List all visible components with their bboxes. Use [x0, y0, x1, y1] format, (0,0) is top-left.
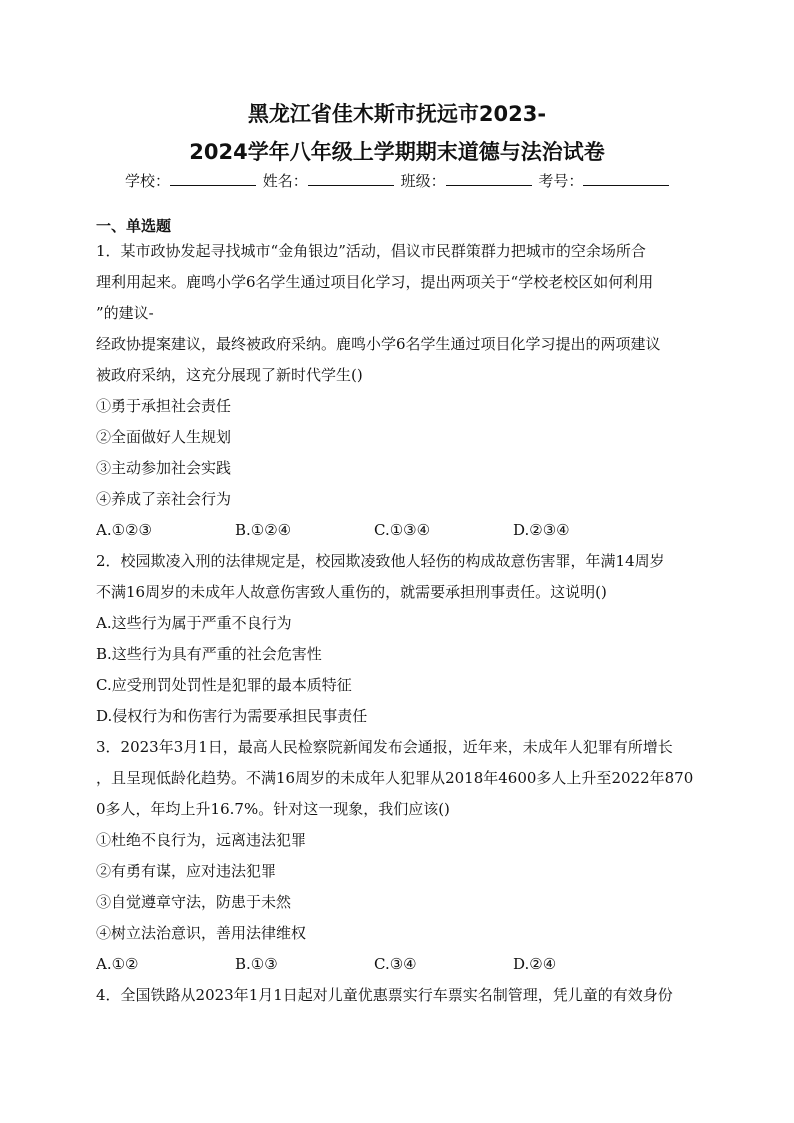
q3-item: ②有勇有谋，应对违法犯罪	[96, 862, 277, 880]
q1-item: ④养成了亲社会行为	[96, 490, 232, 508]
section-title: 一、单选题	[96, 217, 172, 235]
name-blank	[308, 171, 394, 186]
q1-option-c: C.①③④	[374, 521, 431, 539]
school-label: 学校：	[125, 172, 171, 190]
q3-option-d: D.②④	[513, 955, 557, 973]
name-label: 姓名：	[262, 172, 308, 190]
questions	[96, 236, 700, 1011]
q3-option-a: A.①②	[96, 955, 139, 973]
q2-line: 不满16周岁的未成年人故意伤害致人重伤的，就需要承担刑事责任。这说明()	[96, 583, 607, 601]
exam-number-label: 考号：	[538, 172, 584, 190]
q2-line: 2．校园欺凌入刑的法律规定是，校园欺凌致他人轻伤的构成故意伤害罪，年满14周岁	[96, 552, 665, 570]
q2-option-c: C.应受刑罚处罚性是犯罪的最本质特征	[96, 676, 352, 694]
student-info-row	[125, 170, 685, 192]
q3-line: 0多人，年均上升16.7%。针对这一现象，我们应该()	[96, 800, 450, 818]
q1-item: ③主动参加社会实践	[96, 459, 232, 477]
q1-item: ②全面做好人生规划	[96, 428, 232, 446]
exam-number-blank	[583, 171, 669, 186]
q3-line: 3．2023年3月1日，最高人民检察院新闻发布会通报，近年来，未成年人犯罪有所增长	[96, 738, 673, 756]
q1-line: 1．某市政协发起寻找城市“金角银边”活动，倡议市民群策群力把城市的空余场所合	[96, 242, 646, 260]
q3-item: ③自觉遵章守法，防患于未然	[96, 893, 292, 911]
q4-line: 4．全国铁路从2023年1月1日起对儿童优惠票实行车票实名制管理，凭儿童的有效身份	[96, 986, 673, 1004]
class-label: 班级：	[400, 172, 446, 190]
q2-option-b: B.这些行为具有严重的社会危害性	[96, 645, 322, 663]
q3-option-b: B.①③	[235, 955, 278, 973]
q3-option-c: C.③④	[374, 955, 417, 973]
q1-line: 被政府采纳，这充分展现了新时代学生()	[96, 366, 363, 384]
q1-item: ①勇于承担社会责任	[96, 397, 232, 415]
q1-option-d: D.②③④	[513, 521, 570, 539]
q1-options	[96, 515, 700, 546]
exam-title-line2: 2024学年八年级上学期期末道德与法治试卷	[189, 140, 605, 164]
q2-option-a: A.这些行为属于严重不良行为	[96, 614, 292, 632]
exam-title-line1: 黑龙江省佳木斯市抚远市2023-	[247, 102, 547, 126]
q3-item: ①杜绝不良行为，远离违法犯罪	[96, 831, 307, 849]
q1-line: 理利用起来。鹿鸣小学6名学生通过项目化学习，提出两项关于“学校老校区如何利用	[96, 273, 654, 291]
q3-item: ④树立法治意识，善用法律维权	[96, 924, 307, 942]
q1-option-a: A.①②③	[96, 521, 152, 539]
q1-line: ”的建议-	[96, 304, 154, 322]
q1-option-b: B.①②④	[235, 521, 292, 539]
q3-options	[96, 949, 700, 980]
class-blank	[446, 171, 532, 186]
q3-line: ，且呈现低龄化趋势。不满16周岁的未成年人犯罪从2018年4600多人上升至2022年870	[96, 769, 694, 787]
q2-option-d: D.侵权行为和伤害行为需要承担民事责任	[96, 707, 368, 725]
q1-line: 经政协提案建议，最终被政府采纳。鹿鸣小学6名学生通过项目化学习提出的两项建议	[96, 335, 661, 353]
school-blank	[170, 171, 256, 186]
